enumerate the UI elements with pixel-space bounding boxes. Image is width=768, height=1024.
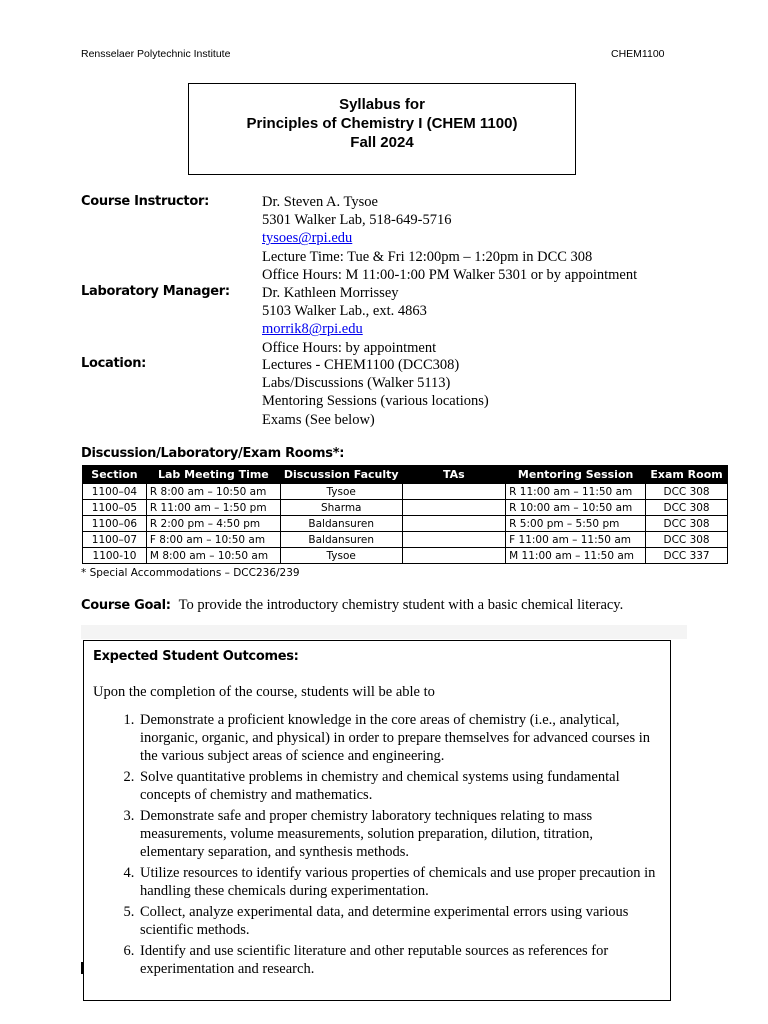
cell-tas [402,516,506,532]
title-line-1: Syllabus for [339,96,425,113]
cell-section: 1100–04 [83,484,147,500]
cell-section: 1100–07 [83,532,147,548]
col-header-tas: TAs [402,466,506,484]
title-line-3: Fall 2024 [350,134,414,151]
col-header-mentoring: Mentoring Session [506,466,646,484]
list-item: 5. Collect, analyze experimental data, and determine experimental errors using various scientific methods. [138,903,658,939]
instructor-office-hours: Office Hours: M 11:00-1:00 PM Walker 5301 or by appointment [262,266,638,283]
cell-lab-time: M 8:00 am – 10:50 am [146,548,280,564]
instructor-email-link[interactable]: tysoes@rpi.edu [262,230,353,247]
lab-manager-name: Dr. Kathleen Morrissey [262,285,399,301]
table-row [83,532,728,548]
cell-tas [402,532,506,548]
cell-mentoring: F 11:00 am – 11:50 am [506,532,646,548]
cell-mentoring: M 11:00 am – 11:50 am [506,548,646,564]
cell-lab-time: F 8:00 am – 10:50 am [146,532,280,548]
outcomes-heading: Expected Student Outcomes: [93,649,299,664]
outcomes-box [83,640,671,1001]
location-line: Mentoring Sessions (various locations) [262,393,489,410]
cell-faculty: Tysoe [280,484,402,500]
cell-mentoring: R 10:00 am – 10:50 am [506,500,646,516]
cell-section: 1100–05 [83,500,147,516]
lab-manager-office: 5103 Walker Lab., ext. 4863 [262,303,427,320]
lab-manager-office-hours: Office Hours: by appointment [262,339,437,356]
cell-exam-room: DCC 308 [646,500,728,516]
cell-section: 1100-10 [83,548,147,564]
rooms-table [82,465,728,564]
rooms-footnote: * Special Accommodations – DCC236/239 [81,567,300,579]
list-item: 4. Utilize resources to identify various properties of chemicals and use proper precaution in handling these chemicals during experimentation. [138,864,658,900]
location-line: Labs/Discussions (Walker 5113) [262,375,451,392]
col-header-exam-room: Exam Room [646,466,728,484]
table-header-row [83,466,728,484]
cell-tas [402,500,506,516]
table-row [83,548,728,564]
cell-exam-room: DCC 308 [646,532,728,548]
section-shading [81,625,687,639]
table-row [83,484,728,500]
table-row [83,500,728,516]
instructor-label: Course Instructor: [81,194,209,209]
cell-exam-room: DCC 308 [646,484,728,500]
list-item: 6. Identify and use scientific literature and other reputable sources as references for experimentation and research. [138,942,658,978]
page-edge-mark [81,962,83,974]
cell-exam-room: DCC 308 [646,516,728,532]
list-item: 3. Demonstrate safe and proper chemistry laboratory techniques relating to mass measurements, volume measurements, solution preparation, dilution, titration, elementary separation, and synthesis methods. [138,807,658,861]
cell-tas [402,548,506,564]
location-line: Exams (See below) [262,411,375,428]
cell-exam-room: DCC 337 [646,548,728,564]
cell-tas [402,484,506,500]
location-info [262,356,489,429]
cell-lab-time: R 2:00 pm – 4:50 pm [146,516,280,532]
col-header-section: Section [83,466,147,484]
instructor-info [262,193,637,284]
cell-mentoring: R 5:00 pm – 5:50 pm [506,516,646,532]
cell-faculty: Baldansuren [280,516,402,532]
header-institution: Rensselaer Polytechnic Institute [81,48,231,60]
cell-faculty: Sharma [280,500,402,516]
col-header-lab-time: Lab Meeting Time [146,466,280,484]
list-item: 1. Demonstrate a proficient knowledge in the core areas of chemistry (i.e., analytical, inorganic, organic, and physical) in order to prepare themselves for advanced courses in the various subject areas of science and engineering. [138,711,658,765]
cell-lab-time: R 8:00 am – 10:50 am [146,484,280,500]
instructor-office: 5301 Walker Lab, 518-649-5716 [262,212,452,229]
list-item: 2. Solve quantitative problems in chemistry and chemical systems using fundamental concepts of chemistry and mathematics. [138,768,658,804]
instructor-lecture-time: Lecture Time: Tue & Fri 12:00pm – 1:20pm in DCC 308 [262,248,593,265]
cell-lab-time: R 11:00 am – 1:50 pm [146,500,280,516]
header-course-code: CHEM1100 [611,48,665,60]
rooms-heading: Discussion/Laboratory/Exam Rooms*: [81,446,345,461]
lab-manager-info [262,284,436,357]
outcomes-intro: Upon the completion of the course, students will be able to [93,684,435,700]
col-header-faculty: Discussion Faculty [280,466,402,484]
syllabus-title-box [188,83,576,175]
table-row [83,516,728,532]
course-goal-label: Course Goal: [81,598,171,613]
lab-manager-label: Laboratory Manager: [81,284,230,299]
title-line-2: Principles of Chemistry I (CHEM 1100) [246,115,518,132]
location-label: Location: [81,356,147,371]
location-line: Lectures - CHEM1100 (DCC308) [262,357,460,373]
course-goal-text: To provide the introductory chemistry student with a basic chemical literacy. [178,597,624,613]
course-goal [81,596,623,614]
outcomes-list [84,711,658,981]
cell-faculty: Baldansuren [280,532,402,548]
lab-manager-email-link[interactable]: morrik8@rpi.edu [262,321,363,338]
cell-mentoring: R 11:00 am – 11:50 am [506,484,646,500]
cell-section: 1100–06 [83,516,147,532]
instructor-name: Dr. Steven A. Tysoe [262,194,378,210]
cell-faculty: Tysoe [280,548,402,564]
